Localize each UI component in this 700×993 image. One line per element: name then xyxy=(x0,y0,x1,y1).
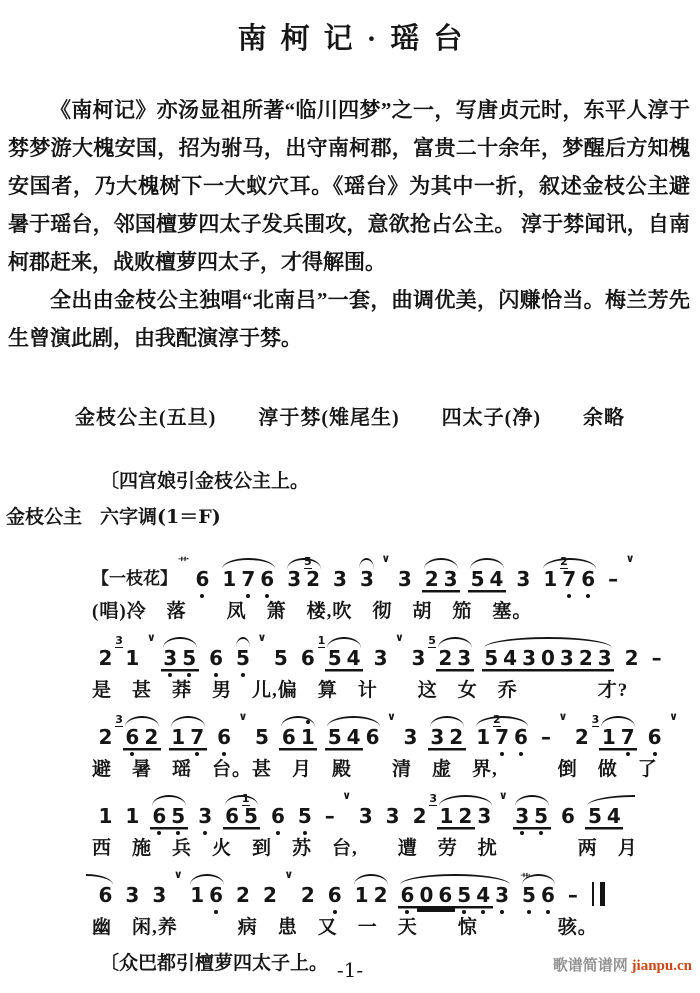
low-octave-dot xyxy=(653,752,657,756)
note-group xyxy=(150,884,169,906)
note-group xyxy=(565,884,580,906)
note-digit: 7 xyxy=(560,568,579,590)
duration-dash: – xyxy=(567,883,578,907)
note-digit: 5 xyxy=(254,725,269,749)
note-group xyxy=(606,568,621,590)
note-group xyxy=(538,726,553,748)
note-digit: 3 xyxy=(516,567,531,591)
note-digit: 2 xyxy=(456,805,475,827)
note-digit: 4 xyxy=(501,647,520,669)
note-group xyxy=(96,805,115,827)
note-digit: 7 xyxy=(493,726,512,748)
note-group-slurred xyxy=(161,647,199,669)
breath-mark: ∨ xyxy=(257,631,267,644)
note-digit: 1 xyxy=(298,726,317,748)
note-digit: 5 xyxy=(242,805,261,827)
note-digit: 3 xyxy=(333,567,347,591)
music-line xyxy=(92,860,700,939)
low-octave-dot xyxy=(276,831,280,835)
note-digit: 6 xyxy=(268,805,287,827)
note-group xyxy=(234,884,253,906)
note-digit: 6 xyxy=(579,568,598,590)
note-group xyxy=(371,647,390,669)
note-digit: 1 2 xyxy=(476,713,501,749)
note-group-slurred xyxy=(398,884,512,906)
duration-dash: – xyxy=(324,804,335,828)
grace-note: 5 xyxy=(303,555,312,568)
breath-mark: ∨ xyxy=(381,552,391,565)
breath-mark: ∨ xyxy=(342,789,352,802)
notes-row xyxy=(92,781,700,827)
lyrics-row: 是 甚 莽 男 儿,偏 算 计 这 女 乔 才? xyxy=(92,680,629,701)
note-digit: 6 xyxy=(365,725,380,749)
note-group-slurred xyxy=(169,726,207,748)
note-digit: 6 1 xyxy=(223,805,242,827)
note-group-slurred xyxy=(357,568,376,590)
watermark-url: jianpu.cn xyxy=(631,958,692,974)
note-digit: 2 xyxy=(576,647,595,669)
note-digit: 1 xyxy=(599,726,618,748)
note-digit: 6 xyxy=(538,884,557,906)
note-group-slurred xyxy=(223,792,261,828)
notes-row xyxy=(92,623,700,669)
note-digit: 3 xyxy=(493,884,512,906)
note-group xyxy=(295,805,314,827)
note-digit: 2 xyxy=(436,647,455,669)
note-digit: 3 xyxy=(385,804,400,828)
note-digit: 4 xyxy=(474,884,493,906)
note-group-slurred xyxy=(279,726,317,748)
note-digit: 6 xyxy=(123,726,142,748)
music-line xyxy=(92,781,700,860)
note-group xyxy=(207,647,226,669)
note-group-slurred xyxy=(234,647,253,669)
note-group xyxy=(395,568,414,590)
note-group-slurred xyxy=(150,805,188,827)
note-digit: 2 xyxy=(142,726,161,748)
rest-note: 0 xyxy=(538,647,557,669)
notes-row xyxy=(92,860,700,906)
note-digit: 3 xyxy=(373,646,388,670)
breath-mark: ∨ xyxy=(625,552,635,565)
note-digit: 6 xyxy=(398,884,417,906)
note-digit: 5 xyxy=(273,646,288,670)
breath-mark: ∨ xyxy=(173,868,183,881)
breath-mark: ∨ xyxy=(395,631,404,644)
note-group-slurred xyxy=(541,555,598,591)
note-digit: 1 xyxy=(125,646,140,670)
note-group xyxy=(123,884,142,906)
grace-note: 5 xyxy=(428,634,436,647)
note-group xyxy=(123,647,142,669)
intro-paragraph-2: 全出由金枝公主独唱“北南吕”一套，曲调优美，闪赚恰当。梅兰芳先生曾演此剧，由我配演淳于棼。 xyxy=(8,288,690,350)
music-lines xyxy=(0,544,700,939)
qupai-label: 【一枝花】 xyxy=(92,569,177,588)
note-digit: 2 3 xyxy=(98,713,123,749)
note-digit: 6 1 xyxy=(300,634,326,670)
note-digit: 6 xyxy=(215,726,234,748)
note-group-slurred xyxy=(474,713,531,749)
note-digit: 3 xyxy=(557,647,576,669)
low-octave-dot xyxy=(546,910,550,914)
note-group xyxy=(96,634,123,670)
watermark-site-name: 歌谱简谱网 xyxy=(552,958,628,974)
note-digit: 2 3 xyxy=(98,634,123,670)
note-digit: 4 xyxy=(344,647,363,669)
note-digit: 3 xyxy=(403,725,418,749)
note-digit: 3 xyxy=(125,883,140,907)
note-digit: 6 xyxy=(258,568,277,590)
grace-note: 1 xyxy=(317,634,326,647)
note-group xyxy=(252,726,271,748)
note-group-slurred xyxy=(352,884,390,906)
note-digit: 2 xyxy=(373,883,388,907)
low-octave-dot xyxy=(519,752,523,756)
note-digit: 6 xyxy=(279,726,298,748)
note-digit: 3 5 xyxy=(287,555,312,591)
grace-note: 2 xyxy=(492,713,501,726)
breath-mark: ∨ xyxy=(498,789,508,802)
note-group-slurred xyxy=(482,647,614,669)
key-line xyxy=(0,502,700,528)
note-group xyxy=(196,805,215,827)
lyrics-row: (唱)冷 落 凤 箫 楼,吹 彻 胡 笳 塞。 xyxy=(92,601,533,622)
note-digit: 3 xyxy=(358,804,373,828)
note-digit: 1 xyxy=(354,883,369,907)
note-digit: 1 xyxy=(222,567,237,591)
note-digit: 3 xyxy=(595,647,614,669)
note-group-slurred xyxy=(422,568,460,590)
note-group-slurred xyxy=(585,805,623,827)
note-group xyxy=(331,568,350,590)
note-digit: 3 xyxy=(428,726,447,748)
duration-dash: – xyxy=(540,725,551,749)
note-digit: 6 xyxy=(207,647,226,669)
note-group xyxy=(325,884,344,906)
note-digit: 5 xyxy=(325,647,344,669)
note-digit: 5 xyxy=(455,884,474,906)
note-group xyxy=(401,726,420,748)
note-group xyxy=(268,805,287,827)
intro-paragraph-1: 《南柯记》亦汤显祖所著“临川四梦”之一，写唐贞元时，东平人淳于棼梦游大槐安国，招为驸马，出守南柯郡，富贵二十余年，梦醒后方知槐安国者，乃大槐树下一大蚁穴耳。《瑶台》为其中一折，叙述金枝公主避暑于瑶台，邻国檀萝四太子发兵围攻，意欲抢占公主。 淳于棼闻讯，自南柯郡赶来，战败檀萝四太子，才得解围。 xyxy=(8,98,690,274)
note-digit: 3 xyxy=(477,804,492,828)
high-octave-dot xyxy=(306,720,310,724)
note-group xyxy=(260,884,279,906)
key-signature: 六字调(1＝F) xyxy=(100,506,221,528)
lyrics-row: 避 暑 瑶 台。甚 月 殿 清 虚 界, 倒 做 了 xyxy=(92,759,658,780)
breath-mark: ∨ xyxy=(238,710,248,723)
note-digit: 5 xyxy=(180,647,199,669)
note-digit: 5 xyxy=(468,568,487,590)
note-digit: 6 xyxy=(325,884,344,906)
breath-mark: ∨ xyxy=(284,868,294,881)
grace-note: 2 xyxy=(560,555,568,568)
note-group xyxy=(572,713,600,749)
note-digit: 6 xyxy=(150,805,169,827)
note-digit: 1 xyxy=(125,804,140,828)
note-group xyxy=(410,792,437,828)
note-group-slurred xyxy=(599,726,637,748)
note-group-slurred xyxy=(96,884,115,906)
music-line xyxy=(92,702,700,781)
note-digit: 6 xyxy=(193,568,212,590)
note-digit: 5 艹 xyxy=(520,884,539,906)
duration-dash: – xyxy=(651,646,662,670)
low-octave-dot xyxy=(241,673,245,677)
note-digit: 2 xyxy=(624,646,639,670)
note-group-slurred xyxy=(520,874,558,907)
note-group xyxy=(322,805,337,827)
note-digit: 2 3 xyxy=(412,792,437,828)
note-digit: 1 xyxy=(190,883,205,907)
note-group-slurred xyxy=(468,568,506,590)
note-digit: 1 2 xyxy=(543,555,568,591)
page-title: 南柯记·瑶台 xyxy=(237,23,477,55)
note-digit: 6 xyxy=(561,804,575,828)
note-digit: 7 xyxy=(618,726,637,748)
note-digit: 2 3 xyxy=(574,713,600,749)
note-group xyxy=(298,884,317,906)
page-footer xyxy=(0,946,700,990)
note-digit: 2 xyxy=(262,883,277,907)
final-barline xyxy=(592,882,605,906)
low-octave-dot xyxy=(333,910,337,914)
note-digit: 4 xyxy=(487,568,506,590)
note-digit: 2 xyxy=(422,568,441,590)
note-digit: 1 xyxy=(437,805,456,827)
note-digit: 3 xyxy=(397,567,412,591)
page-number: -1- xyxy=(336,958,364,982)
free-meter-mark: 艹 xyxy=(178,557,189,569)
grace-note: 3 xyxy=(115,634,123,647)
note-digit: 3 xyxy=(152,883,167,907)
note-group xyxy=(271,647,290,669)
grace-note: 3 xyxy=(429,792,437,805)
note-digit: 2 xyxy=(236,883,250,907)
note-digit: 3 xyxy=(196,805,215,827)
low-octave-dot xyxy=(527,910,531,914)
note-digit: 1 xyxy=(169,726,188,748)
note-digit: 6 xyxy=(207,884,226,906)
note-group xyxy=(649,647,664,669)
role-label: 金枝公主 xyxy=(6,507,83,528)
note-group-slurred xyxy=(285,555,323,591)
grace-note: 3 xyxy=(591,713,600,726)
note-digit: 5 xyxy=(234,647,253,669)
note-group xyxy=(383,805,402,827)
intro-section xyxy=(8,91,690,357)
low-octave-dot xyxy=(303,831,307,835)
note-digit: 5 xyxy=(482,647,501,669)
music-line xyxy=(92,544,700,623)
free-meter-mark: 艹 xyxy=(520,874,531,885)
rest-note: 0 xyxy=(417,884,436,906)
note-digit: 3 xyxy=(513,805,532,827)
notes-row xyxy=(92,702,700,748)
note-group xyxy=(356,805,375,827)
note-group xyxy=(193,568,212,590)
note-group-slurred xyxy=(428,726,466,748)
lyrics-row: 西 施 兵 火 到 苏 台, 遭 劳 扰 两 月 xyxy=(92,838,638,859)
breath-mark: ∨ xyxy=(146,631,156,644)
notes-row xyxy=(92,544,700,590)
note-group-slurred xyxy=(513,805,551,827)
stage-direction-bottom: 〔众巴都引檀萝四太子上。 xyxy=(100,953,329,974)
note-digit: 4 xyxy=(344,726,363,748)
note-group xyxy=(622,647,641,669)
note-digit: 5 xyxy=(325,726,344,748)
lyrics-row: 幽 闲,养 病 患 又 一 天 惊 骇。 xyxy=(92,917,598,938)
note-group xyxy=(215,726,234,748)
note-digit: 5 xyxy=(169,805,188,827)
note-digit: 6 xyxy=(512,726,531,748)
grace-note: 3 xyxy=(115,713,123,726)
breath-mark: ∨ xyxy=(387,710,396,723)
note-group xyxy=(96,713,123,749)
note-group-slurred xyxy=(220,568,277,590)
note-digit: 6 xyxy=(645,726,664,748)
note-digit: 3 xyxy=(161,647,180,669)
note-digit: 1 xyxy=(98,804,113,828)
music-line xyxy=(92,623,700,702)
breath-mark: ∨ xyxy=(558,710,568,723)
note-digit: 5 xyxy=(532,805,551,827)
note-digit: 3 xyxy=(359,567,374,591)
note-digit: 2 xyxy=(447,726,466,748)
stage-direction-top: 〔四宫娘引金枝公主上。 xyxy=(100,471,310,492)
note-digit: 3 5 xyxy=(411,634,436,670)
note-group xyxy=(559,805,578,827)
duration-dash: – xyxy=(608,567,619,591)
watermark xyxy=(553,954,692,975)
cast-line: 金枝公主(五旦) 淳于棼(雉尾生) 四太子(净) 余略 xyxy=(75,407,625,429)
note-group-slurred xyxy=(436,647,474,669)
note-digit: 5 xyxy=(585,805,604,827)
note-digit: 3 xyxy=(520,647,539,669)
note-group xyxy=(645,726,664,748)
low-octave-dot xyxy=(626,752,630,756)
note-group-slurred xyxy=(325,647,363,669)
note-digit: 7 xyxy=(188,726,207,748)
note-group xyxy=(409,634,436,670)
breath-mark: ∨ xyxy=(669,710,679,723)
note-group xyxy=(298,634,326,670)
note-digit: 6 xyxy=(98,883,113,907)
note-group-slurred xyxy=(325,726,382,748)
note-group xyxy=(514,568,533,590)
note-digit: 5 xyxy=(295,805,314,827)
note-digit: 7 xyxy=(239,568,258,590)
note-group xyxy=(123,805,142,827)
note-digit: 3 xyxy=(441,568,460,590)
note-digit: 2 xyxy=(300,883,315,907)
note-digit: 6 xyxy=(436,884,455,906)
note-digit: 4 xyxy=(604,805,623,827)
grace-note: 1 xyxy=(241,792,250,805)
note-group-slurred xyxy=(188,884,226,906)
note-digit: 2 xyxy=(306,567,321,591)
note-group-slurred xyxy=(123,726,161,748)
note-digit: 3 xyxy=(455,647,474,669)
note-group-slurred xyxy=(437,805,494,827)
